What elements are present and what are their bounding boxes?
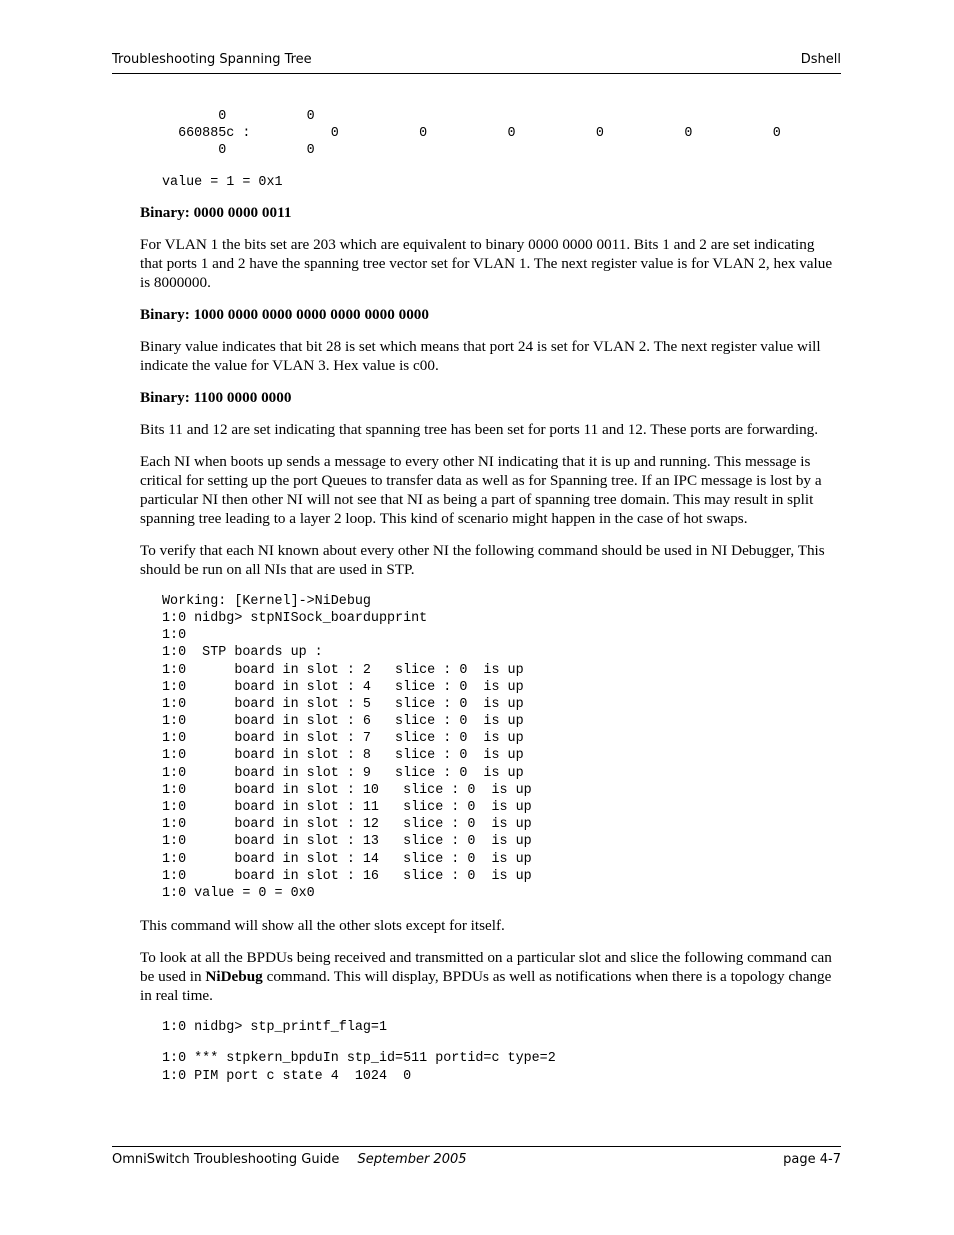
page-header — [112, 51, 841, 74]
code-line: 1:0 board in slot : 14 slice : 0 is up — [162, 851, 532, 867]
code-block-boardupprint — [162, 593, 840, 902]
paragraph-verify-ni: To verify that each NI known about every other NI the following command should be used in NI Debugger, This should be run on all NIs that are used in STP. — [140, 541, 825, 578]
paragraph-vlan3: Bits 11 and 12 are set indicating that spanning tree has been set for ports 11 and 12. These ports are forwarding. — [140, 420, 819, 438]
code-line: 1:0 board in slot : 12 slice : 0 is up — [162, 817, 532, 833]
header-section-title: Troubleshooting Spanning Tree — [112, 52, 312, 67]
paragraph-ni-boot: Each NI when boots up sends a message to every other NI indicating that it is up and running. This message is critical for setting up the port Queues to transfer data as well as for Spanning tree. If an IPC message is lost by a particular NI then other NI will not see that NI as being a part of spanning tree domain. This may result in split spanning tree leading to a layer 2 loop. This kind of scenario might happen in the case of hot swaps. — [140, 452, 822, 527]
code-line: 1:0 board in slot : 9 slice : 0 is up — [162, 765, 524, 781]
footer-page-number: page 4-7 — [783, 1152, 841, 1167]
code-line: 1:0 nidbg> stp_printf_flag=1 — [162, 1020, 387, 1036]
code-line: 1:0 board in slot : 4 slice : 0 is up — [162, 679, 524, 695]
code-block-bpdu-output — [162, 1050, 840, 1084]
code-line: 1:0 board in slot : 7 slice : 0 is up — [162, 731, 524, 747]
code-line: 1:0 value = 0 = 0x0 — [162, 885, 315, 901]
code-line: 1:0 board in slot : 5 slice : 0 is up — [162, 696, 524, 712]
code-line: 1:0 — [162, 628, 187, 644]
code-line: 1:0 *** stpkern_bpduIn stp_id=511 portid=c type=2 — [162, 1051, 556, 1067]
code-line: 0 0 — [162, 143, 315, 159]
footer-date: September 2005 — [357, 1152, 467, 1167]
code-line: 1:0 STP boards up : — [162, 645, 323, 661]
paragraph-show-slots: This command will show all the other slots except for itself. — [140, 917, 505, 935]
page-body — [140, 108, 840, 1085]
code-line: 660885c : 0 0 0 0 0 0 — [162, 126, 781, 142]
code-block-value — [162, 174, 840, 191]
code-line: 1:0 board in slot : 6 slice : 0 is up — [162, 714, 524, 730]
paragraph-bpdu-text-after: command. This will display, BPDUs as well as notifications when there is a topology change in real time. — [140, 968, 832, 1005]
footer-left — [112, 1152, 467, 1167]
code-line: 0 0 — [162, 109, 315, 124]
paragraph-bpdu-text-before: To look at all the BPDUs being received and transmitted on a particular slot and slice the following command can be used in — [140, 949, 832, 986]
code-line: 1:0 board in slot : 10 slice : 0 is up — [162, 782, 532, 798]
code-line: 1:0 board in slot : 16 slice : 0 is up — [162, 868, 532, 884]
binary-heading-vlan3: Binary: 1100 0000 0000 — [140, 388, 292, 406]
code-block-printf-flag — [162, 1019, 840, 1036]
header-chapter-name: Dshell — [800, 52, 841, 67]
paragraph-vlan1: For VLAN 1 the bits set are 203 which are equivalent to binary 0000 0000 0011. Bits 1 and 2 are set indicating that ports 1 and 2 have the spanning tree vector set for VLAN 1. The next register value is for VLAN 2, hex value is 8000000. — [140, 235, 833, 291]
page-footer — [112, 1146, 841, 1167]
paragraph-bpdu-bold-command: NiDebug — [205, 968, 263, 986]
code-line: 1:0 board in slot : 13 slice : 0 is up — [162, 834, 532, 850]
code-line: 1:0 board in slot : 8 slice : 0 is up — [162, 748, 524, 764]
footer-guide-title: OmniSwitch Troubleshooting Guide — [112, 1152, 340, 1167]
binary-heading-vlan1: Binary: 0000 0000 0011 — [140, 203, 292, 221]
paragraph-vlan2: Binary value indicates that bit 28 is set which means that port 24 is set for VLAN 2. The next register value will indicate the value for VLAN 3. Hex value is c00. — [140, 337, 821, 374]
code-line: value = 1 = 0x1 — [162, 174, 283, 190]
code-line: 1:0 nidbg> stpNISock_boardupprint — [162, 610, 428, 626]
code-line: 1:0 board in slot : 2 slice : 0 is up — [162, 662, 524, 678]
binary-heading-vlan2: Binary: 1000 0000 0000 0000 0000 0000 0000 — [140, 305, 429, 323]
code-line: 1:0 board in slot : 11 slice : 0 is up — [162, 800, 532, 815]
code-block-register-dump — [162, 108, 840, 160]
code-line: 1:0 PIM port c state 4 1024 0 — [162, 1068, 412, 1084]
paragraph-bpdu — [140, 948, 840, 1005]
code-line: Working: [Kernel]->NiDebug — [162, 593, 371, 609]
